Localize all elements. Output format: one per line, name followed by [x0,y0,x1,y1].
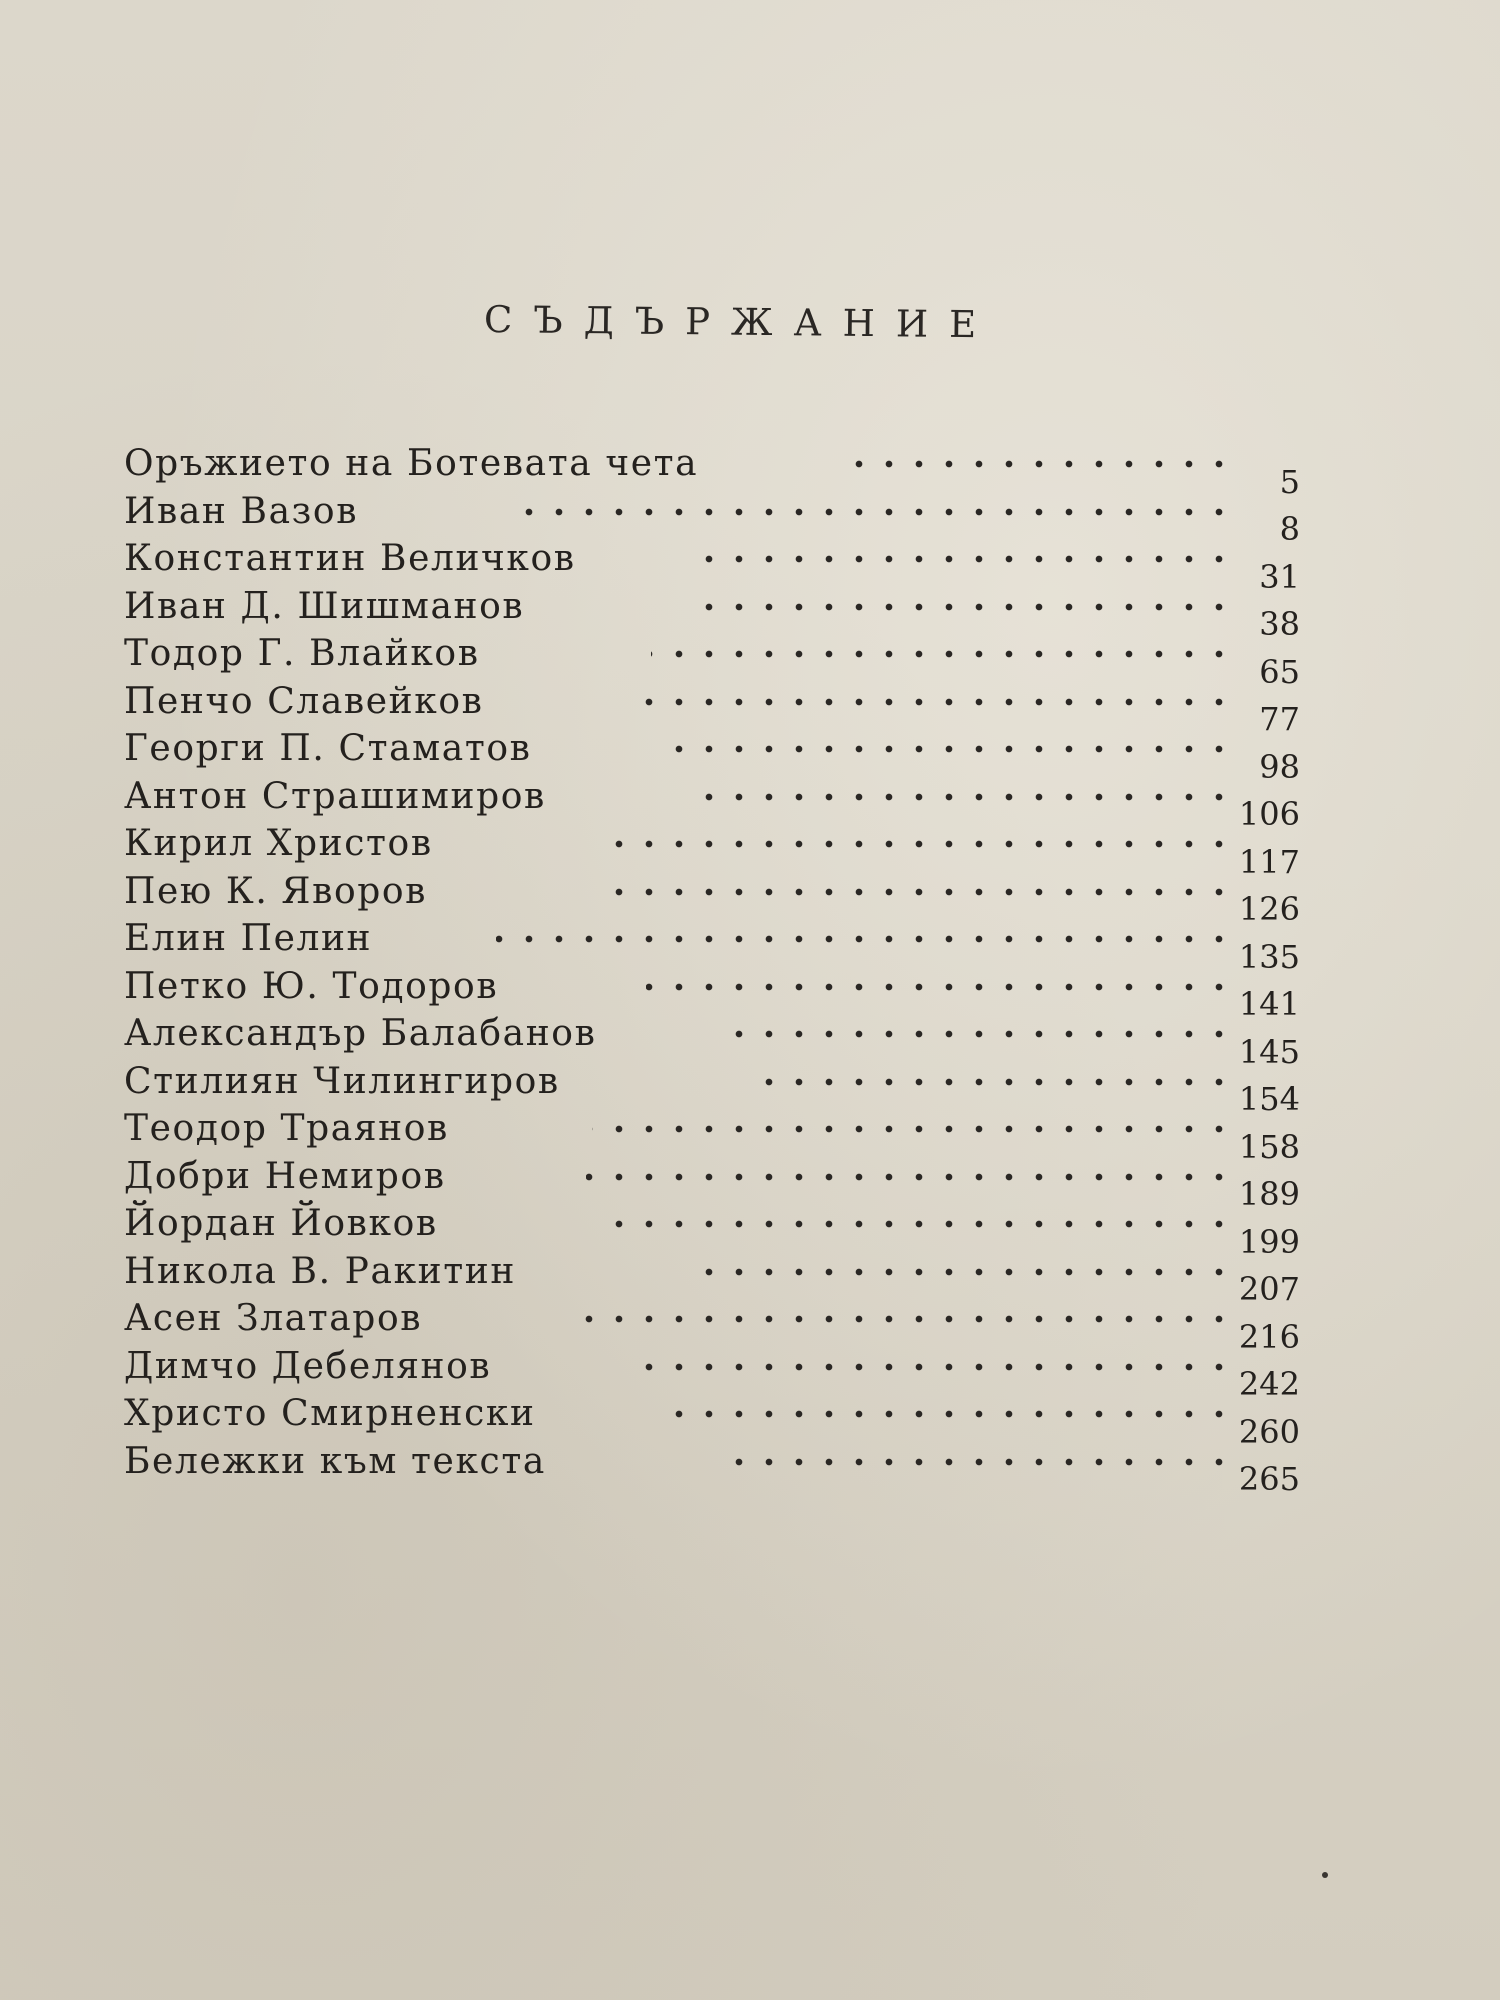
toc-leader-dots [624,692,1234,712]
toc-title: СЪДЪРЖАНИЕ [483,298,998,347]
toc-leader-dots [664,739,1234,759]
toc-entry-page-number: 216 [1238,1317,1300,1356]
toc-entry-name: Антон Страшимиров [124,775,546,817]
toc-entry-name: Петко Ю. Тодоров [124,965,499,1007]
toc-entry-name: Пенчо Славейков [124,680,484,722]
toc-leader-dots [656,1404,1234,1424]
toc-entry-page-number: 65 [1259,652,1300,691]
toc-entry-page-number: 5 [1279,462,1300,501]
toc-entry-name: Георги П. Стаматов [124,728,532,769]
toc-entry-page-number: 117 [1238,842,1300,881]
toc-entry-name: Бележки към текста [124,1440,546,1482]
toc-entry-name: Иван Д. Шишманов [124,585,525,627]
toc-leader-dots [839,454,1234,474]
toc-leader-dots [651,644,1234,664]
toc-leader-dots [596,882,1234,902]
toc-entry-page-number: 38 [1259,605,1300,643]
toc-entry-page-number: 207 [1238,1270,1300,1308]
toc-leader-dots [506,502,1234,522]
toc-leader-dots [586,1167,1234,1187]
toc-entry-page-number: 260 [1238,1412,1300,1451]
toc-entry-name: Оръжието на Ботевата чета [124,443,699,484]
toc-leader-dots [629,1357,1234,1377]
toc-entry-page-number: 265 [1238,1460,1300,1498]
toc-leader-dots [714,1452,1234,1472]
toc-entry-page-number: 31 [1259,557,1300,596]
toc-leader-dots [646,977,1234,997]
toc-entry-name: Константин Величков [124,538,576,579]
toc-leader-dots [724,1024,1234,1044]
toc-entry-name: Тодор Г. Влайков [124,633,480,674]
toc-list [124,440,1314,1533]
toc-leader-dots [602,1214,1234,1234]
toc-entry-page-number: 77 [1259,700,1300,738]
toc-leader-dots [688,787,1234,807]
toc-entry-name: Иван Вазов [124,490,359,532]
toc-leader-dots [496,929,1234,949]
toc-entry-name: Теодор Траянов [124,1108,449,1149]
toc-entry-page-number: 158 [1238,1127,1300,1166]
toc-leader-dots [592,1119,1234,1139]
toc-entry-page-number: 8 [1279,510,1300,548]
toc-entry-name: Йордан Йовков [124,1203,438,1244]
toc-entry-name: Кирил Христов [124,823,433,864]
toc-leader-dots [744,1072,1234,1092]
toc-entry-name: Асен Златаров [124,1298,423,1339]
toc-leader-dots [598,834,1234,854]
toc-entry-name: Елин Пелин [124,918,373,959]
paper-speck [1322,1872,1328,1878]
toc-entry-page-number: 106 [1238,795,1300,833]
toc-leader-dots [684,1262,1234,1282]
toc-entry-page-number: 189 [1238,1175,1300,1213]
toc-entry-name: Димчо Дебелянов [124,1345,492,1387]
toc-entry-page-number: 154 [1238,1080,1300,1118]
toc-leader-dots [584,1309,1234,1329]
toc-entry-page-number: 135 [1238,937,1300,976]
toc-leader-dots [690,549,1234,569]
toc-entry-page-number: 145 [1238,1032,1300,1071]
toc-entry-name: Пею К. Яворов [124,870,428,912]
toc-entry-page-number: 98 [1259,747,1300,786]
toc-entry-page-number: 141 [1238,985,1300,1023]
toc-entry-name: Александър Балабанов [124,1013,597,1054]
toc-leader-dots [684,597,1234,617]
toc-entry-page-number: 199 [1238,1222,1300,1261]
toc-entry-name: Стилиян Чилингиров [124,1060,560,1102]
toc-entry-page-number: 126 [1238,890,1300,928]
toc-entry [124,440,1314,488]
toc-entry-name: Никола В. Ракитин [124,1250,516,1292]
toc-entry-name: Добри Немиров [124,1155,446,1197]
toc-entry-page-number: 242 [1238,1365,1300,1403]
toc-entry-name: Христо Смирненски [124,1393,536,1434]
